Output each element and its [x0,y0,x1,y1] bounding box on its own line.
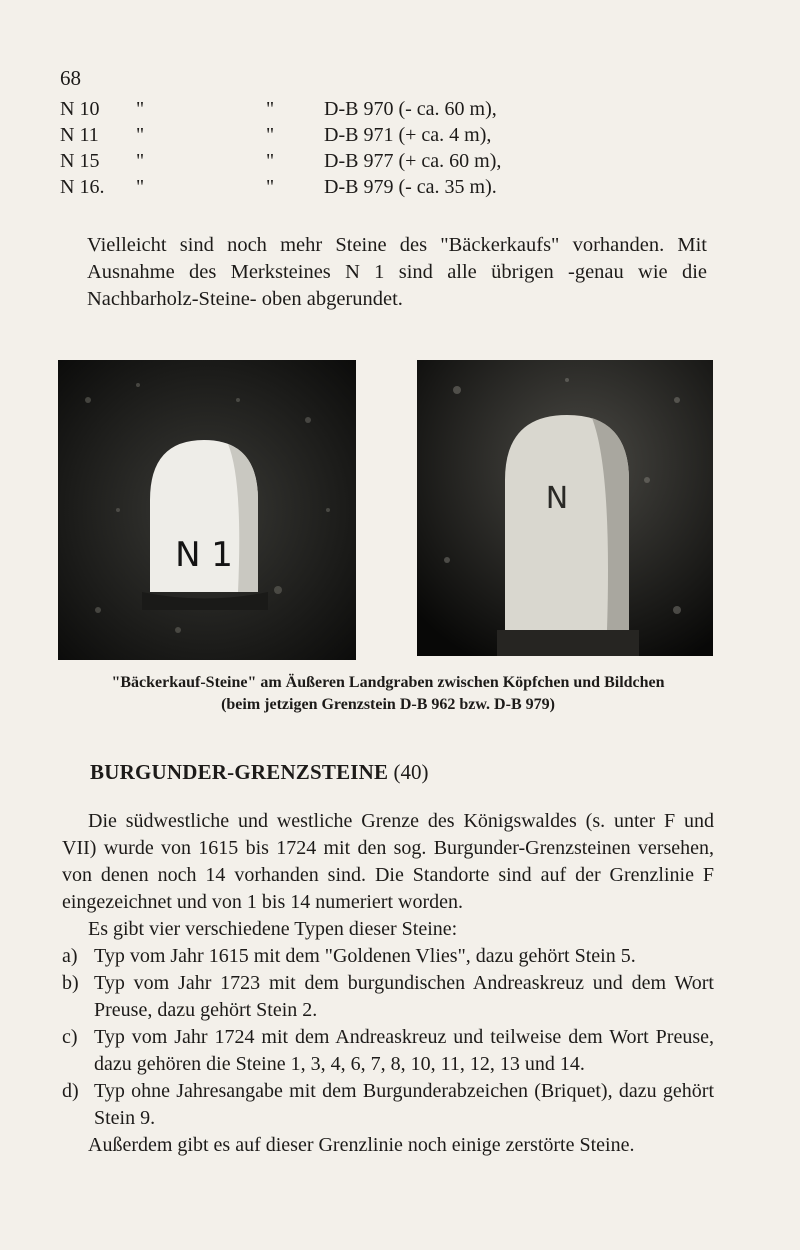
ditto-mark: " [136,98,145,120]
list-label: a) [62,945,78,967]
stone-ref: D-B 977 (+ ca. 60 m), [324,150,502,172]
stone-id: N 11 [60,124,99,146]
closing-sentence: Außerdem gibt es auf dieser Grenzlinie noch einige zerstörte Steine. [88,1134,635,1156]
stone-list [60,96,660,200]
intro-paragraph: Vielleicht sind noch mehr Steine des "Bäckerkaufs" vorhanden. Mit Ausnahme des Merksteines N 1 sind alle übrigen -genau wie die Nachbarholz-Steine- oben abgerundet. [87,234,707,310]
stone-inscription: N 1 [175,535,233,575]
caption-line: "Bäckerkauf-Steine" am Äußeren Landgraben zwischen Köpfchen und Bildchen [111,674,665,691]
list-item [62,1078,714,1132]
photo-caption [60,672,716,716]
list-text: Typ vom Jahr 1615 mit dem "Goldenen Vlies", dazu gehört Stein 5. [94,945,636,967]
list-item [62,970,714,1024]
caption-line: (beim jetzigen Grenzstein D-B 962 bzw. D-B 979) [221,696,555,713]
ditto-mark: " [266,176,275,198]
ditto-mark: " [266,124,275,146]
list-label: d) [62,1080,79,1102]
stone-ref: D-B 970 (- ca. 60 m), [324,98,497,120]
ditto-mark: " [136,124,145,146]
ditto-mark: " [136,176,145,198]
stone-row [60,96,660,122]
ditto-mark: " [266,150,275,172]
body-paragraph: Die südwestliche und westliche Grenze des Königswaldes (s. unter F und VII) wurde von 1615 bis 1724 mit den sog. Burgunder-Grenzsteinen versehen, von denen noch 14 vorhanden sind. Die Standorte sind auf der Grenzlinie F eingezeichnet und von 1 bis 14 numeriert worden. [62,810,714,913]
section-heading [90,760,429,785]
stone-row [60,174,660,200]
ditto-mark: " [136,150,145,172]
stone-id: N 15 [60,150,100,172]
stone-id: N 16. [60,176,105,198]
heading-title: BURGUNDER-GRENZSTEINE [90,760,389,784]
list-text: Typ vom Jahr 1723 mit dem burgundischen Andreaskreuz und dem Wort Preuse, dazu gehört Stein 2. [94,972,714,1021]
stone-inscription: N [545,481,569,516]
list-item [62,943,714,970]
stone-row [60,122,660,148]
page-number: 68 [60,66,81,90]
stone-row [60,148,660,174]
list-label: c) [62,1026,78,1048]
list-label: b) [62,972,79,994]
stone-ref: D-B 979 (- ca. 35 m). [324,176,497,198]
stone-id: N 10 [60,98,100,120]
heading-number: (40) [393,760,429,784]
stone-ref: D-B 971 (+ ca. 4 m), [324,124,492,146]
photo-baeckerkauf-stone-2 [417,360,713,656]
list-text: Typ vom Jahr 1724 mit dem Andreaskreuz und teilweise dem Wort Preuse, dazu gehören die Steine 1, 3, 4, 6, 7, 8, 10, 11, 12, 13 und 14. [94,1026,714,1075]
list-text: Typ ohne Jahresangabe mit dem Burgunderabzeichen (Briquet), dazu gehört Stein 9. [94,1080,714,1129]
ditto-mark: " [266,98,275,120]
types-intro: Es gibt vier verschiedene Typen dieser Steine: [88,918,458,940]
photo-baeckerkauf-stone-1 [58,360,356,660]
section-body [62,808,714,1159]
list-item [62,1024,714,1078]
